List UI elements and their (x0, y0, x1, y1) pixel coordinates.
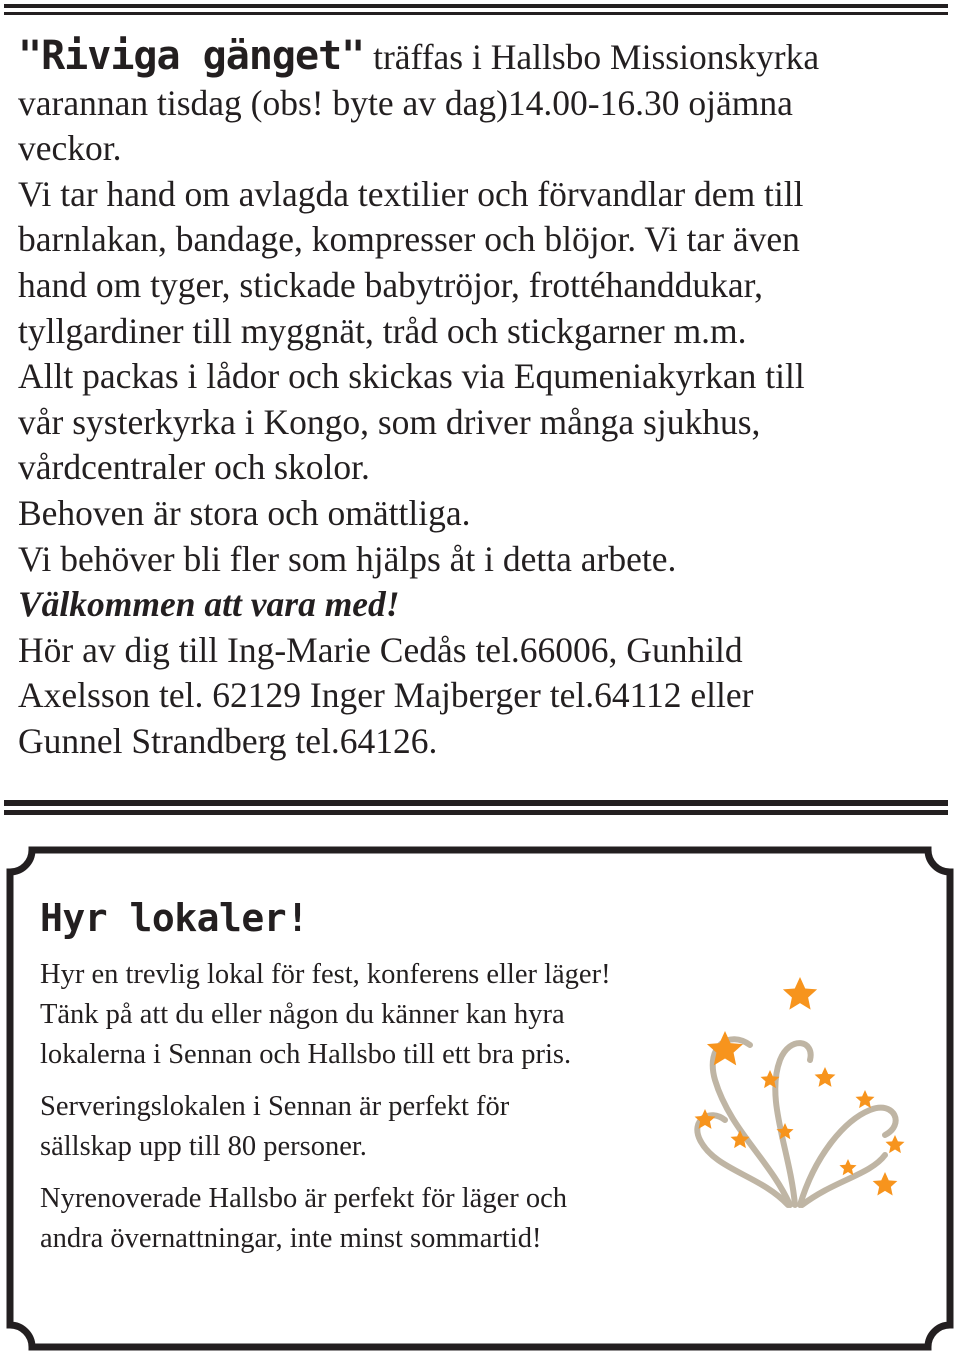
article-line: Vi tar hand om avlagda textilier och förvandlar dem till (18, 173, 804, 214)
article-headline: "Riviga gänget" (18, 33, 365, 79)
welcome-line: Välkommen att vara med! (18, 584, 400, 625)
rental-paragraph-3: Nyrenoverade Hallsbo är perfekt för läger och andra övernattningar, inte minst sommartid! (40, 1183, 567, 1254)
rental-box-content (40, 895, 740, 1271)
rental-paragraph-2: Serveringslokalen i Sennan är perfekt för sällskap upp till 80 personer. (40, 1091, 510, 1162)
contact-line: Gunnel Strandberg tel.64126. (18, 720, 438, 761)
article-first-line (18, 34, 943, 81)
article-line: barnlakan, bandage, kompresser och blöjor. Vi tar även (18, 219, 800, 260)
rental-paragraph-1: Hyr en trevlig lokal för fest, konferens eller läger! Tänk på att du eller någon du känner kan hyra lokalerna i Sennan och Hallsbo till ett bra pris. (40, 959, 611, 1070)
article-line: Vi behöver bli fler som hjälps åt i detta arbete. (18, 538, 677, 579)
contact-line: Axelsson tel. 62129 Inger Majberger tel.64112 eller (18, 675, 754, 716)
article-line: Allt packas i lådor och skickas via Equmeniakyrkan till (18, 356, 805, 397)
middle-double-rule (4, 800, 948, 818)
fireworks-stars-icon (670, 960, 920, 1210)
article-first-line-rest: träffas i Hallsbo Missionskyrka (364, 37, 820, 77)
article-line: Behoven är stora och omättliga. (18, 492, 471, 533)
top-double-rule (4, 4, 948, 16)
article-line: vår systerkyrka i Kongo, som driver många sjukhus, (18, 401, 761, 442)
article-line: hand om tyger, stickade babytröjor, frottéhanddukar, (18, 264, 763, 305)
article-line: varannan tisdag (obs! byte av dag)14.00-16.30 ojämna (18, 82, 793, 123)
rental-title: Hyr lokaler! (40, 896, 309, 940)
riviga-ganget-article (18, 34, 943, 765)
article-line: veckor. (18, 128, 122, 169)
contact-line: Hör av dig till Ing-Marie Cedås tel.66006, Gunhild (18, 629, 743, 670)
article-line: tyllgardiner till myggnät, tråd och stickgarner m.m. (18, 310, 747, 351)
article-line: vårdcentraler och skolor. (18, 447, 370, 488)
